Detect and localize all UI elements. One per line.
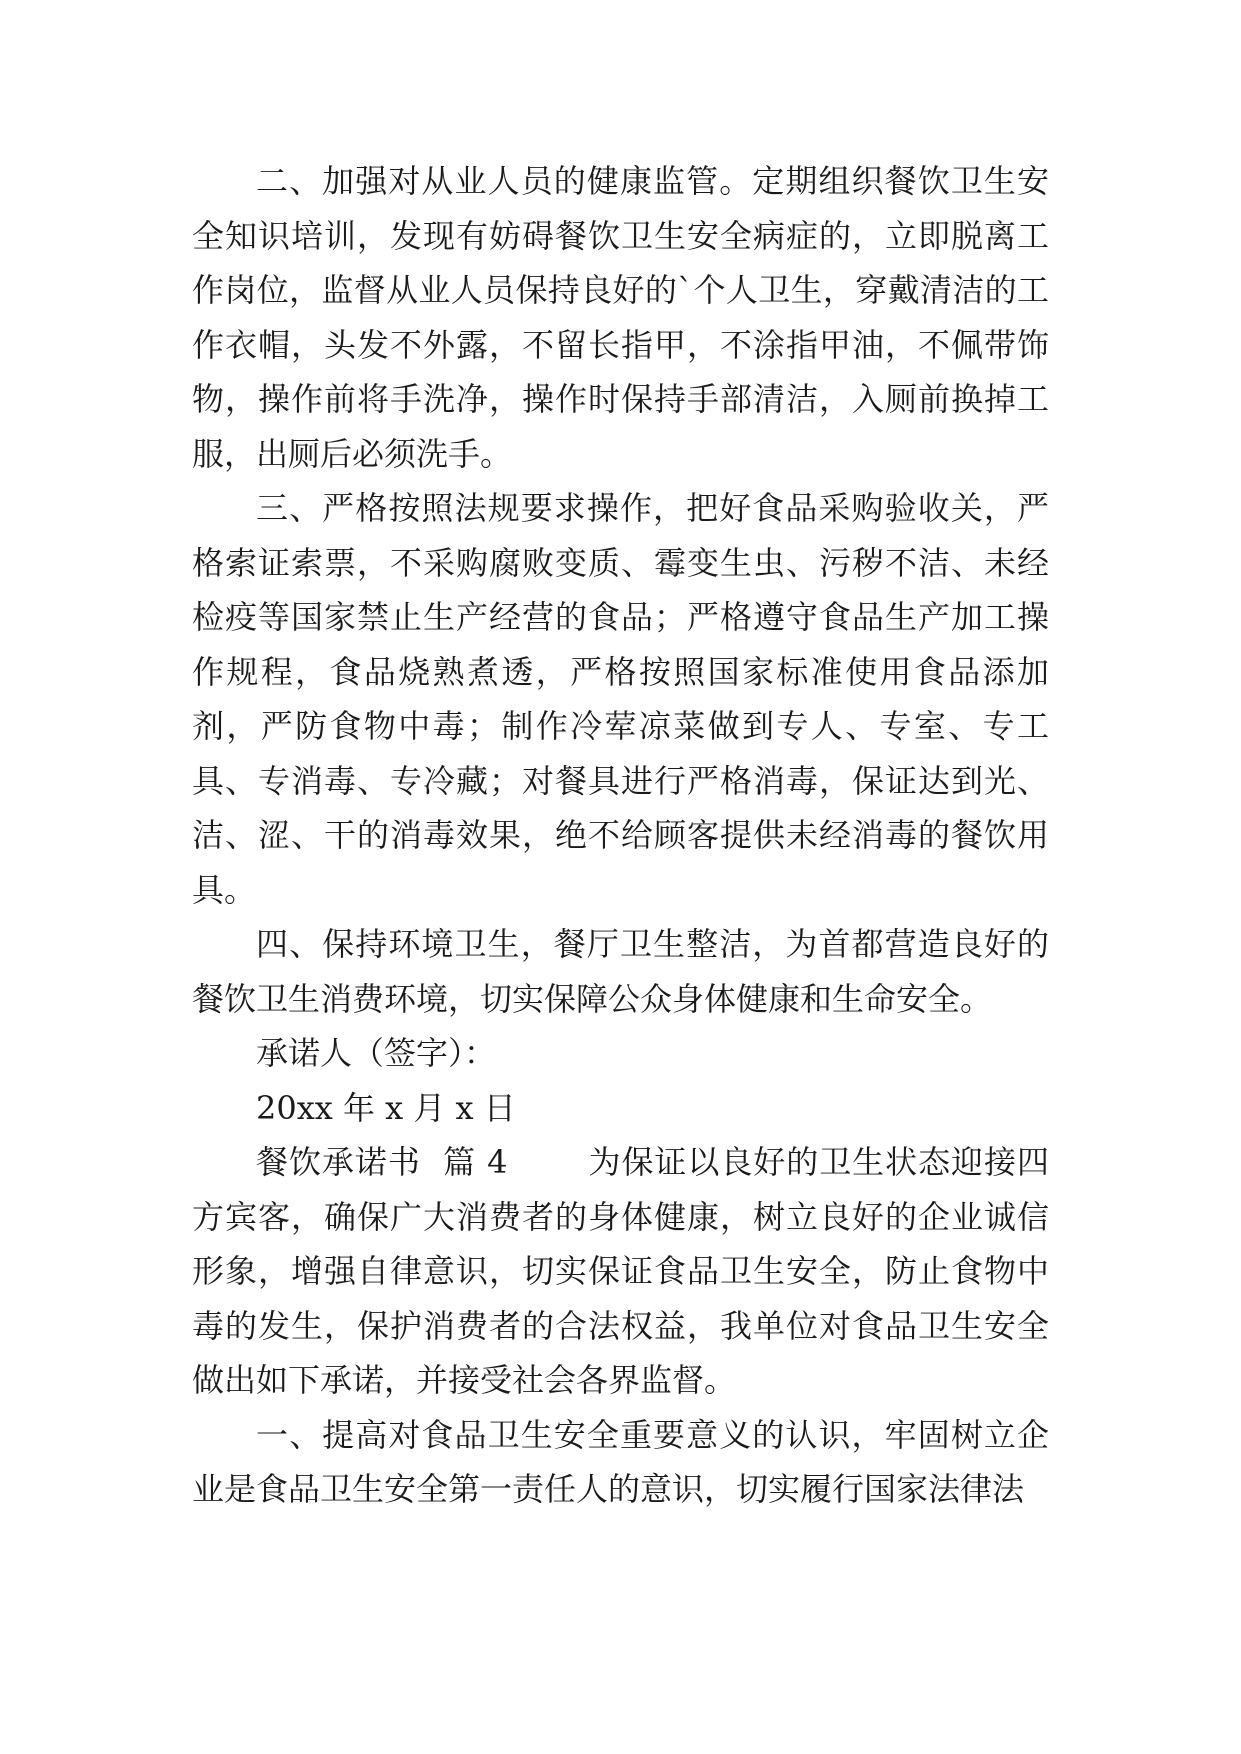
paragraph-health-supervision: 二、加强对从业人员的健康监管。定期组织餐饮卫生安全知识培训，发现有妨碍餐饮卫生安全病症的，立即脱离工作岗位，监督从业人员保持良好的`个人卫生，穿戴清洁的工作衣帽，头发不外露，不留长指甲，不涂指甲油，不佩带饰物，操作前将手洗净，操作时保持手部清洁，入厕前换掉工服，出厕后必须洗手。 — [192, 162, 1049, 473]
paragraph-operation-rules: 三、严格按照法规要求操作，把好食品采购验收关，严格索证索票，不采购腐败变质、霉变生虫、污秽不洁、未经检疫等国家禁止生产经营的食品；严格遵守食品生产加工操作规程，食品烧熟煮透，严格按照国家标准使用食品添加剂，严防食物中毒；制作冷荤凉菜做到专人、专室、专工具、专消毒、专冷藏；对餐具进行严格消毒，保证达到光、洁、涩、干的消毒效果，绝不给顾客提供未经消毒的餐饮用具。 — [192, 489, 1049, 909]
date-line: 20xx 年 x 月 x 日 — [256, 1088, 516, 1127]
section-intro-text: 为保证以良好的卫生状态迎接四方宾客，确保广大消费者的身体健康，树立良好的企业诚信形象，增强自律意识，切实保证食品卫生安全，防止食物中毒的发生，保护消费者的合法权益，我单位对食品卫生安全做出如下承诺，并接受社会各界监督。 — [192, 1143, 1049, 1399]
section-4-intro-paragraph — [192, 1135, 1049, 1408]
signature-label: 承诺人（签字）： — [256, 1034, 497, 1072]
section-title: 餐饮承诺书 — [256, 1143, 421, 1181]
paragraph-food-safety-awareness: 一、提高对食品卫生安全重要意义的认识，牢固树立企业是食品卫生安全第一责任人的意识，切实履行国家法律法 — [192, 1415, 1049, 1508]
section-number: 篇 4 — [443, 1143, 508, 1181]
document-body — [192, 154, 1049, 1517]
paragraph-environment-hygiene: 四、保持环境卫生，餐厅卫生整洁，为首都营造良好的餐饮卫生消费环境，切实保障公众身体健康和生命安全。 — [192, 925, 1049, 1018]
